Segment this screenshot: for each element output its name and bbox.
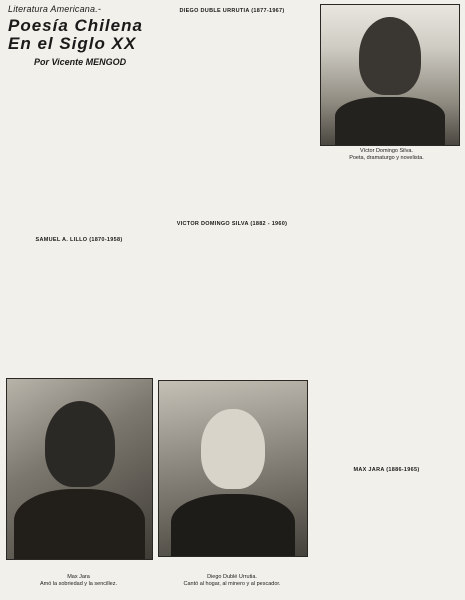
caption-description: Poeta, dramaturgo y novelista. <box>349 155 424 161</box>
portrait-head <box>201 409 265 489</box>
portrait-figure <box>171 494 295 556</box>
portrait-figure <box>14 489 145 559</box>
photo-caption-diego-duble <box>158 574 306 588</box>
caption-name: Víctor Domingo Silva. <box>360 148 413 154</box>
portrait-photo-victor-silva <box>320 4 460 146</box>
section-heading-diego-duble: DIEGO DUBLE URRUTIA (1877-1967) <box>179 8 285 14</box>
portrait-photo-diego-duble <box>158 380 308 557</box>
article-byline: Por Vicente MENGOD <box>34 57 127 67</box>
portrait-head <box>45 401 115 487</box>
portrait-figure <box>335 97 445 145</box>
article-column-2 <box>158 4 306 364</box>
section-kicker: Literatura Americana.- <box>8 4 102 14</box>
portrait-head <box>359 17 421 95</box>
caption-description: Cantó al hogar, al minero y al pescador. <box>183 581 281 587</box>
article-column-1 <box>8 72 150 370</box>
photo-caption-max-jara <box>6 574 151 588</box>
caption-name: Max Jara <box>67 574 90 580</box>
article-title: Poesía Chilena En el Siglo XX <box>8 16 143 53</box>
article-column-3 <box>314 178 459 592</box>
caption-description: Amó la sobriedad y la sencillez. <box>39 581 118 587</box>
caption-name: Diego Dublé Urrutia. <box>207 574 257 580</box>
portrait-photo-max-jara <box>6 378 153 560</box>
section-heading-samuel-lillo: SAMUEL A. LILLO (1870-1958) <box>35 237 123 243</box>
section-heading-victor-silva: VICTOR DOMINGO SILVA (1882 - 1960) <box>176 221 288 227</box>
photo-caption-victor-silva <box>314 148 459 162</box>
section-heading-max-jara: MAX JARA (1886-1965) <box>353 467 420 473</box>
